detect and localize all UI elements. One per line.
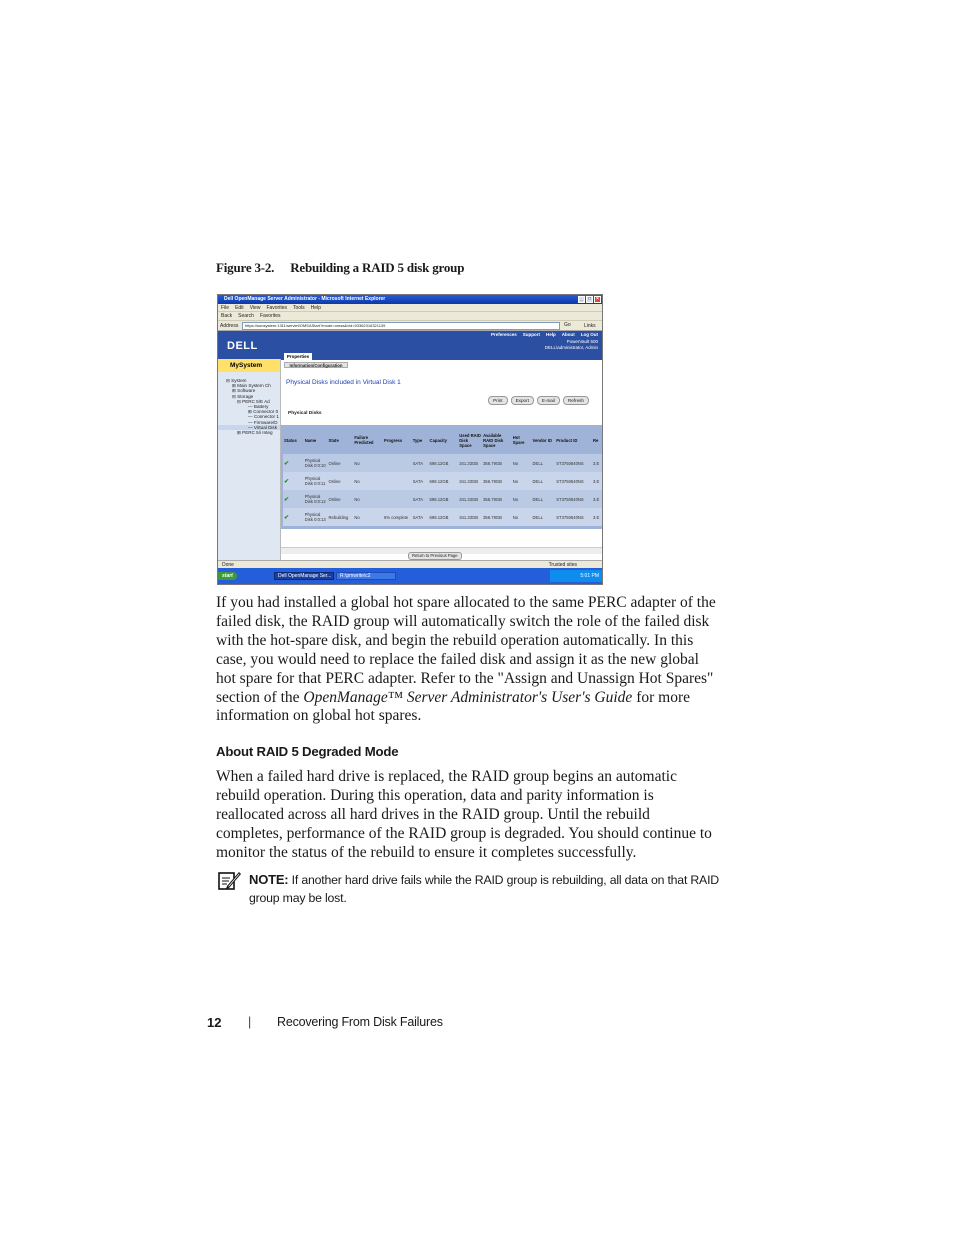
note-text: If another hard drive fails while the RAID group is rebuilding, all data on that RAID group may be lost.: [249, 873, 719, 905]
menu-view[interactable]: View: [249, 305, 261, 311]
tree-item-selected[interactable]: — Virtual Disk: [218, 425, 280, 430]
print-button[interactable]: Print: [488, 396, 507, 405]
paragraph-degraded-mode: When a failed hard drive is replaced, the RAID group begins an automatic rebuild operation. During this operation, data and parity information is reallocated across all hard drives in the RAID group. Until the rebuild completes, performance of the RAID group is degraded. You should continue to monitor the status of the rebuild to ensure it completes successfully.: [216, 768, 712, 861]
state-cell: Online: [328, 454, 354, 472]
physical-disks-table: [283, 426, 602, 526]
status-done: Done: [222, 562, 234, 568]
taskbar: [218, 568, 602, 584]
col-hot-spare: Hot Spare: [512, 435, 525, 445]
hot-spare-cell: No: [512, 454, 532, 472]
figure-caption: [216, 260, 464, 276]
available-cell: 356.79GB: [482, 454, 512, 472]
progress-cell: 6% complete: [383, 508, 412, 526]
re-cell: 3.E: [592, 454, 602, 472]
failure-cell: No: [353, 472, 383, 490]
tab-properties[interactable]: Properties: [284, 353, 312, 360]
tree-item[interactable]: ⊞ Connector 0: [248, 409, 279, 415]
table-row[interactable]: [283, 472, 602, 490]
nav-title[interactable]: MySystem: [218, 359, 281, 372]
type-cell: SATA: [412, 508, 429, 526]
tree-item[interactable]: ⊞ Main System Ch: [232, 383, 271, 389]
product-cell: ST3750640NS: [555, 490, 592, 508]
col-type: Type: [412, 437, 423, 443]
table-row[interactable]: [283, 454, 602, 472]
col-re: Re: [592, 437, 599, 443]
used-cell: 341.33GB: [458, 490, 482, 508]
vendor-cell: DELL: [532, 472, 556, 490]
status-cell: [283, 508, 304, 526]
note-pencil-icon: [218, 869, 242, 891]
preferences-link[interactable]: Preferences: [490, 332, 517, 337]
figure-label: Figure 3-2.: [216, 260, 275, 275]
section-heading: About RAID 5 Degraded Mode: [216, 744, 399, 759]
col-failure-predicted: Failure Predicted: [354, 435, 374, 445]
name-cell[interactable]: Physical Disk 0:0:11: [304, 472, 328, 490]
name-cell[interactable]: Physical Disk 0:0:12: [304, 490, 328, 508]
used-cell: 341.33GB: [458, 508, 482, 526]
hot-spare-cell: No: [512, 508, 532, 526]
vendor-cell: DELL: [532, 508, 556, 526]
refresh-button[interactable]: Refresh: [563, 396, 589, 405]
figure-screenshot: [217, 294, 603, 585]
system-tree: [218, 372, 281, 560]
name-cell[interactable]: Physical Disk 0:0:10: [304, 454, 328, 472]
failure-cell: No: [353, 454, 383, 472]
tab-strip: [281, 351, 602, 372]
type-cell: SATA: [412, 454, 429, 472]
tree-item[interactable]: — Connector 1: [248, 414, 279, 420]
col-capacity: Capacity: [429, 437, 448, 443]
tree-item[interactable]: ⊟ PERC 5/E Ad: [237, 398, 270, 404]
guide-title: OpenManage™ Server Administrator's User's Guide: [303, 688, 633, 706]
system-model: PowerVault 500: [566, 339, 598, 344]
footer-separator: |: [248, 1015, 252, 1029]
tree-item[interactable]: ⊟ System: [226, 378, 247, 383]
hot-spare-cell: No: [512, 490, 532, 508]
failure-cell: No: [353, 508, 383, 526]
available-cell: 356.79GB: [482, 472, 512, 490]
col-name: Name: [304, 437, 317, 443]
email-button[interactable]: E-mail: [537, 396, 560, 405]
address-label: Address: [220, 323, 239, 329]
logout-link[interactable]: Log Out: [580, 332, 598, 337]
re-cell: 3.E: [592, 472, 602, 490]
system-info: [545, 339, 598, 351]
maximize-icon[interactable]: □: [587, 296, 592, 302]
product-cell: ST3750640NS: [555, 508, 592, 526]
status-cell: [283, 472, 304, 490]
available-cell: 356.79GB: [482, 490, 512, 508]
menu-edit[interactable]: Edit: [235, 305, 244, 311]
go-button[interactable]: Go: [564, 322, 571, 328]
menu-tools[interactable]: Tools: [293, 305, 305, 311]
available-cell: 356.79GB: [482, 508, 512, 526]
state-cell: Online: [328, 490, 354, 508]
footer-chapter-title: Recovering From Disk Failures: [277, 1015, 443, 1029]
col-product-id: Product ID: [556, 437, 578, 443]
note-block: [249, 871, 719, 907]
status-cell: [283, 454, 304, 472]
physical-disks-label: Physical Disks: [288, 411, 322, 416]
minimize-icon[interactable]: _: [578, 296, 585, 303]
links-button[interactable]: Links: [584, 323, 596, 329]
favorites-button[interactable]: Favorites: [259, 313, 281, 319]
dell-logo: DELL: [227, 340, 258, 352]
menu-favorites[interactable]: Favorites: [266, 305, 287, 311]
ok-check-icon: ✔: [284, 496, 290, 503]
export-button[interactable]: Export: [511, 396, 534, 405]
re-cell: 3.E: [592, 508, 602, 526]
progress-cell: [383, 490, 412, 508]
figure-title: Rebuilding a RAID 5 disk group: [290, 260, 465, 275]
capacity-cell: 698.12GB: [429, 454, 459, 472]
window-title: Dell OpenManage Server Administrator - Microsoft Internet Explorer: [224, 296, 386, 302]
menu-file[interactable]: File: [221, 305, 230, 311]
subtab-bar: [281, 360, 602, 372]
col-status: Status: [284, 437, 297, 443]
status-cell: [283, 490, 304, 508]
menu-bar: [218, 304, 602, 312]
type-cell: SATA: [412, 472, 429, 490]
re-cell: 3.E: [592, 490, 602, 508]
page-number: 12: [207, 1015, 222, 1030]
address-bar: [218, 321, 602, 331]
tree-item[interactable]: — Firmware/D: [248, 419, 278, 425]
vendor-cell: DELL: [532, 490, 556, 508]
tree-item[interactable]: ⊞ Software: [232, 388, 256, 394]
menu-help[interactable]: Help: [310, 305, 321, 311]
content-title: Physical Disks included in Virtual Disk 1: [286, 379, 401, 386]
ok-check-icon: ✔: [284, 514, 290, 521]
tree-item[interactable]: ⊞ PERC 5/i Integ: [237, 430, 273, 436]
col-available-space: Available RAID Disk Space: [483, 432, 504, 448]
progress-cell: [383, 454, 412, 472]
product-cell: ST3750640NS: [555, 454, 592, 472]
content-pane: [281, 372, 602, 560]
user-info: DELL\administrator, Admin: [544, 345, 598, 350]
name-cell[interactable]: Physical Disk 0:0:13: [304, 508, 328, 526]
subtab-information-configuration[interactable]: Information/Configuration: [284, 362, 348, 368]
col-progress: Progress: [384, 437, 403, 443]
security-zone: Trusted sites: [548, 562, 577, 568]
type-cell: SATA: [412, 490, 429, 508]
progress-cell: [383, 472, 412, 490]
action-buttons: [488, 396, 589, 405]
status-bar: [218, 560, 602, 568]
state-cell: Online: [328, 472, 354, 490]
hot-spare-cell: No: [512, 472, 532, 490]
about-link[interactable]: About: [561, 332, 575, 337]
col-used-space: Used RAID Disk Space: [459, 432, 481, 448]
col-state: State: [328, 437, 339, 443]
address-input[interactable]: https://sunsystem:1311/servlet/OMSAStart?mode=omsa&vid=93362316321139: [242, 322, 560, 330]
capacity-cell: 698.12GB: [429, 508, 459, 526]
help-link[interactable]: Help: [545, 332, 556, 337]
close-icon[interactable]: ×: [594, 296, 601, 303]
col-vendor-id: Vendor ID: [532, 437, 553, 443]
tree-item[interactable]: ⊟ Storage: [232, 393, 254, 399]
note-label: NOTE:: [249, 872, 289, 887]
start-button[interactable]: start: [218, 572, 237, 580]
used-cell: 341.33GB: [458, 454, 482, 472]
support-link[interactable]: Support: [522, 332, 540, 337]
return-to-previous-page-button[interactable]: Return to Previous Page: [408, 552, 462, 560]
top-links: [485, 332, 598, 337]
used-cell: 341.33GB: [458, 472, 482, 490]
paragraph-text: for more information on global hot spares.: [216, 688, 690, 725]
table-row[interactable]: [283, 508, 602, 526]
ok-check-icon: ✔: [284, 460, 290, 467]
tree-item[interactable]: — Battery: [248, 404, 269, 410]
window-titlebar: [218, 295, 602, 304]
search-button[interactable]: Search: [238, 313, 254, 319]
failure-cell: No: [353, 490, 383, 508]
physical-disks-grid: [281, 425, 602, 529]
back-button[interactable]: Back: [221, 313, 233, 319]
browser-toolbar: [218, 312, 602, 321]
taskbar-item-folder[interactable]: R:\pmwrite\c2: [336, 572, 396, 580]
table-row[interactable]: [283, 490, 602, 508]
ok-check-icon: ✔: [284, 478, 290, 485]
capacity-cell: 698.12GB: [429, 490, 459, 508]
product-cell: ST3750640NS: [555, 472, 592, 490]
system-tray-clock: 5:01 PM: [550, 570, 602, 582]
capacity-cell: 698.12GB: [429, 472, 459, 490]
vendor-cell: DELL: [532, 454, 556, 472]
paragraph-global-hot-spare: [216, 594, 716, 726]
taskbar-item-omsa[interactable]: Dell OpenManage Ser...: [274, 572, 334, 580]
paragraph-text: If you had installed a global hot spare allocated to the same PERC adapter of the failed disk, the RAID group will automatically switch the role of the failed disk with the hot-spare disk, and begin the rebuild operation automatically. In this case, you would need to replace the failed disk and assign it as the new global hot spare for that PERC adapter. Refer to the "Assign and Unassign Hot Spares" section of the: [216, 594, 716, 706]
state-cell: Rebuilding: [328, 508, 354, 526]
